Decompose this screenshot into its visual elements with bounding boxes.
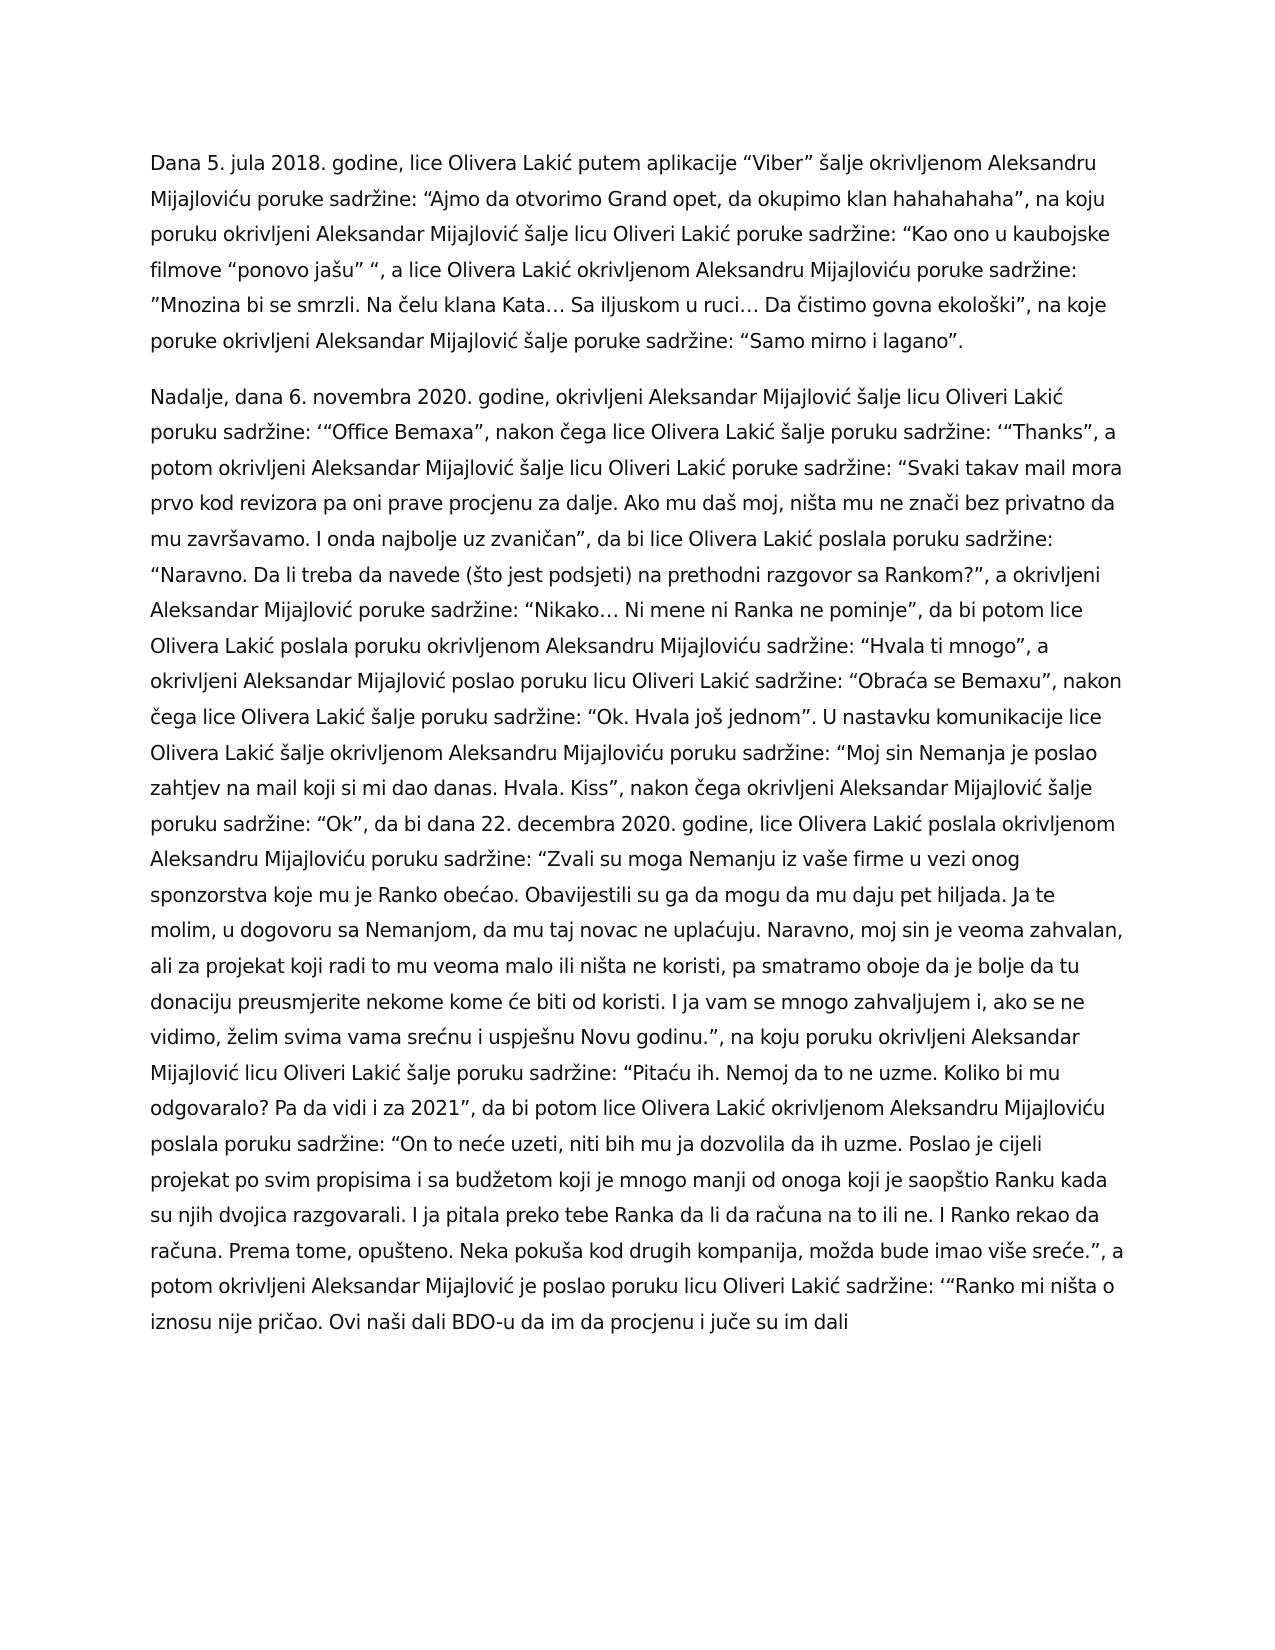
paragraph-viber-messages-2018: Dana 5. jula 2018. godine, lice Olivera Lakić putem aplikacije “Viber” šalje okrivljenom Aleksandru Mijajloviću poruke sadržine: “Ajmo da otvorimo Grand opet, da okupimo klan hahahahaha”, na koju poruku okrivljeni Aleksandar Mijajlović šalje licu Oliveri Lakić poruke sadržine: “Kao ono u kaubojske filmove “ponovo jašu” “, a lice Olivera Lakić okrivljenom Aleksandru Mijajloviću poruke sadržine: ”Mnozina bi se smrzli. Na čelu klana Kata… Sa iljuskom u ruci… Da čistimo govna ekološki”, na koje poruke okrivljeni Aleksandar Mijajlović šalje poruke sadržine: “Samo mirno i lagano”. — [150, 151, 1110, 353]
document-body — [150, 146, 1125, 1361]
paragraph-messages-2020: Nadalje, dana 6. novembra 2020. godine, okrivljeni Aleksandar Mijajlović šalje licu Oliveri Lakić poruku sadržine: ‘“Office Bemaxa”, nakon čega lice Olivera Lakić šalje poruku sadržine: ‘“Thanks”, a potom okrivljeni Aleksandar Mijajlović šalje licu Oliveri Lakić poruke sadržine: “Svaki takav mail mora prvo kod revizora pa oni prave procjenu za dalje. Ako mu daš moj, ništa mu ne znači bez privatno da mu završavamo. I onda najbolje uz zvaničan”, da bi lice Olivera Lakić poslala poruku sadržine: “Naravno. Da li treba da navede (što jest podsjeti) na prethodni razgovor sa Rankom?”, a okrivljeni Aleksandar Mijajlović poruke sadržine: “Nikako… Ni mene ni Ranka ne pominje”, da bi potom lice Olivera Lakić poslala poruku okrivljenom Aleksandru Mijajloviću sadržine: “Hvala ti mnogo”, a okrivljeni Aleksandar Mijajlović poslao poruku licu Oliveri Lakić sadržine: “Obraća se Bemaxu”, nakon čega lice Olivera Lakić šalje poruku sadržine: “Ok. Hvala još jednom”. U nastavku komunikacije lice Olivera Lakić šalje okrivljenom Aleksandru Mijajloviću poruku sadržine: “Moj sin Nemanja je poslao zahtjev na mail koji si mi dao danas. Hvala. Kiss”, nakon čega okrivljeni Aleksandar Mijajlović šalje poruku sadržine: “Ok”, da bi dana 22. decembra 2020. godine, lice Olivera Lakić poslala okrivljenom Aleksandru Mijajloviću poruku sadržine: “Zvali su moga Nemanju iz vaše firme u vezi onog sponzorstva koje mu je Ranko obećao. Obavijestili su ga da mogu da mu daju pet hiljada. Ja te molim, u dogovoru sa Nemanjom, da mu taj novac ne uplaćuju. Naravno, moj sin je veoma zahvalan, ali za projekat koji radi to mu veoma malo ili ništa ne koristi, pa smatramo oboje da je bolje da tu donaciju preusmjerite nekome kome će biti od koristi. I ja vam se mnogo zahvaljujem i, ako se ne vidimo, želim svima vama srećnu i uspješnu Novu godinu.”, na koju poruku okrivljeni Aleksandar Mijajlović licu Oliveri Lakić šalje poruku sadržine: “Pitaću ih. Nemoj da to ne uzme. Koliko bi mu odgovaralo? Pa da vidi i za 2021”, da bi potom lice Olivera Lakić okrivljenom Aleksandru Mijajloviću poslala poruku sadržine: “On to neće uzeti, niti bih mu ja dozvolila da ih uzme. Poslao je cijeli projekat po svim propisima i sa budžetom koji je mnogo manji od onoga koji je saopštio Ranku kada su njih dvojica razgovarali. I ja pitala preko tebe Ranka da li da računa na to ili ne. I Ranko rekao da računa. Prema tome, opušteno. Neka pokuša kod drugih kompanija, možda bude imao više sreće.”, a potom okrivljeni Aleksandar Mijajlović je poslao poruku licu Oliveri Lakić sadržine: ‘“Ranko mi ništa o iznosu nije pričao. Ovi naši dali BDO-u da im da procjenu i juče su im dali — [150, 384, 1124, 1334]
